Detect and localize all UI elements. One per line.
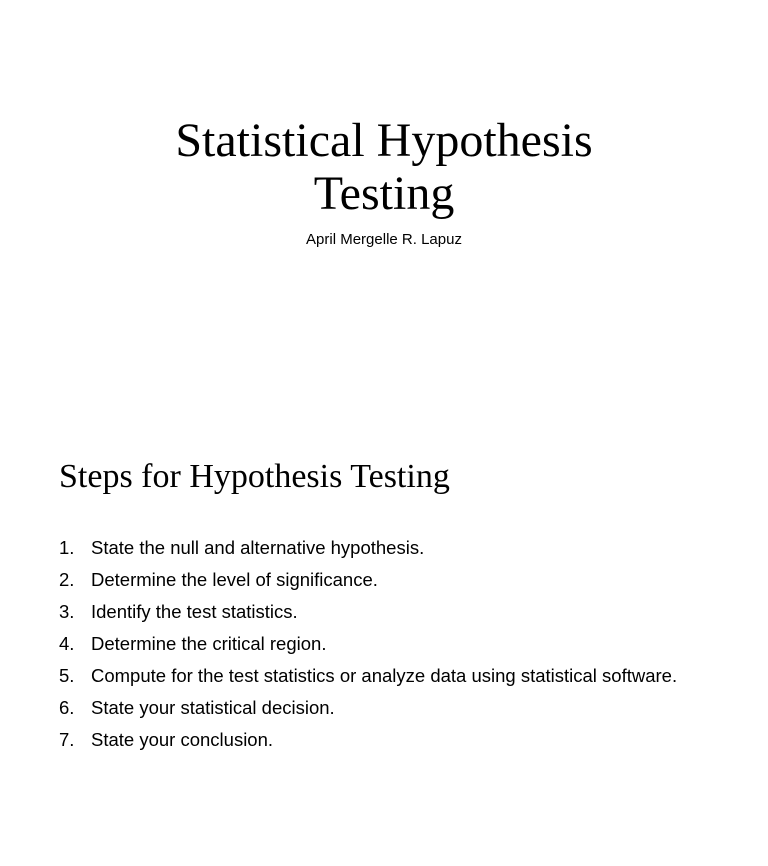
step-number: 2. — [59, 569, 75, 590]
step-text: Determine the level of significance. — [91, 569, 378, 590]
step-text: Determine the critical region. — [91, 633, 327, 654]
author-name: April Mergelle R. Lapuz — [306, 231, 462, 248]
step-item — [59, 632, 679, 656]
slide-title — [0, 114, 768, 220]
step-number: 6. — [59, 697, 75, 718]
step-text: State the null and alternative hypothesis. — [91, 537, 425, 558]
step-number: 1. — [59, 537, 75, 558]
step-text: State your conclusion. — [91, 729, 274, 750]
step-number: 3. — [59, 601, 75, 622]
steps-list — [59, 536, 679, 760]
section-heading: Steps for Hypothesis Testing — [59, 458, 450, 495]
step-text: Identify the test statistics. — [91, 601, 298, 622]
step-item — [59, 728, 679, 752]
step-text: Compute for the test statistics or analyze data using statistical software. — [91, 665, 678, 686]
slide-title-line-2: Testing — [313, 167, 455, 220]
step-item — [59, 664, 679, 688]
step-text: State your statistical decision. — [91, 697, 335, 718]
step-number: 7. — [59, 729, 75, 750]
step-item — [59, 600, 679, 624]
step-number: 4. — [59, 633, 75, 654]
step-item — [59, 568, 679, 592]
slide-title-line-1: Statistical Hypothesis — [175, 114, 593, 167]
step-item — [59, 536, 679, 560]
step-number: 5. — [59, 665, 75, 686]
step-item — [59, 696, 679, 720]
